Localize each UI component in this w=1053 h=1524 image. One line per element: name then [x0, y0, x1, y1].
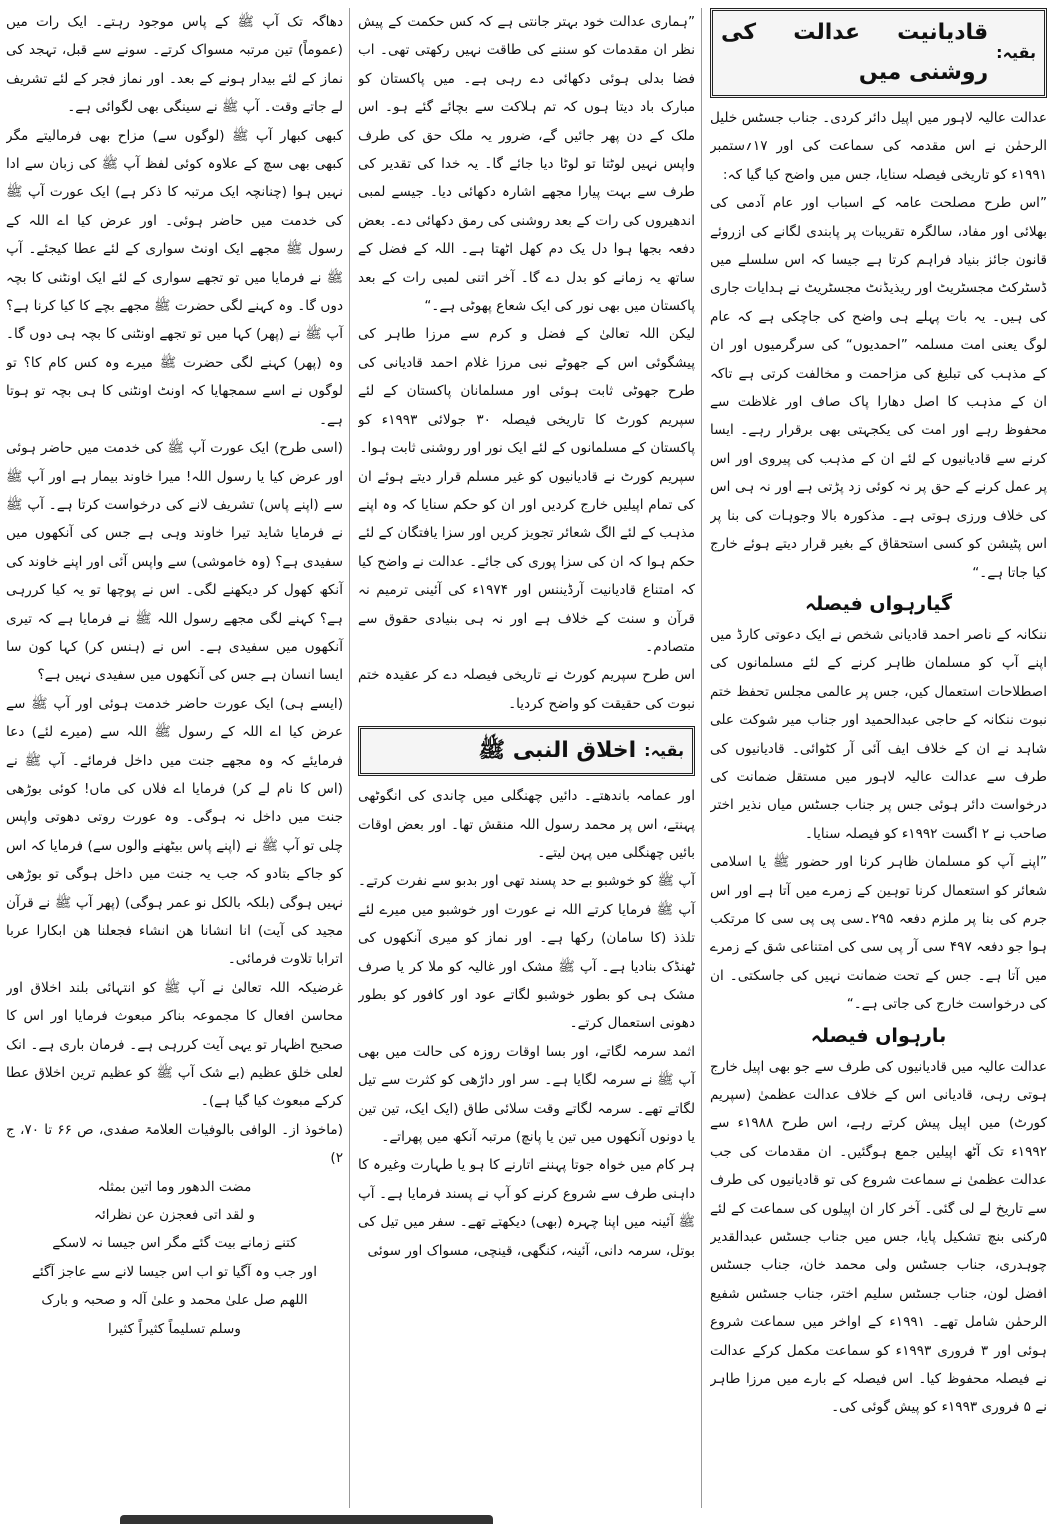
column-left	[6, 8, 350, 1508]
header-prefix: بقیہ:	[996, 43, 1036, 62]
arabic-verse-line: و لقد اتی فعجزن عن نظرائہ	[94, 1207, 255, 1224]
section-heading-twelfth: بارہواں فیصلہ	[810, 1024, 947, 1047]
paragraph: آپ ﷺ کو خوشبو بے حد پسند تھی اور بدبو سے نفرت کرتے۔ آپ ﷺ فرمایا کرتے اللہ نے عورت اور خوشبو میں میرے لئے تلذذ (کا سامان) رکھا ہے۔ اور نماز کو میری آنکھوں کی ٹھنڈک بنادیا ہے۔ آپ ﷺ مشک اور غالیہ کو ملا کر یا صرف مشک ہی کو بطور خوشبو لگاتے عود اور کافور کو بطور دھونی استعمال کرتے۔	[358, 873, 695, 1032]
paragraph: ہر کام میں خواہ جوتا پہننے اتارنے کا ہو یا طہارت وغیرہ کا داہنی طرف سے شروع کرنے کو آپ نے پسند فرمایا ہے۔ آپ ﷺ آئینہ میں اپنا چہرہ (بھی) دیکھتے تھے۔ سفر میں تیل کی بوتل، سرمہ دانی، آئینہ، کنگھی، قینچی، مسواک اور سوئی	[358, 1157, 695, 1259]
paragraph: عدالت عالیہ میں قادیانیوں کی طرف سے جو بھی اپیل خارج ہوتی رہی، قادیانی اس کے خلاف عدالت عظمیٰ (سپریم کورٹ) میں اپیل پیش کرتے رہے، اس طرح ۱۹۸۸ء سے ۱۹۹۲ء تک آٹھ اپیلیں جمع ہوگئیں۔ ان مقدمات کی جب عدالت عظمیٰ نے سماعت شروع کی تو قادیانیوں کی طرف سے تاریخ لے لی گئی۔ آخر کار ان اپیلوں کی سماعت کے لئے ۵رکنی بنچ تشکیل پایا، جس میں جناب جسٹس عبدالقدیر چوہدری، جناب جسٹس ولی محمد خان، جناب جسٹس افضل لون، جناب جسٹس سلیم اختر، جناب جسٹس شفیع الرحمٰن شامل تھے۔ ۱۹۹۱ء کے اواخر میں سماعت شروع ہوئی اور ۳ فروری ۱۹۹۳ء کو سماعت مکمل کرکے عدالت نے فیصلہ محفوظ کیا۔ اس فیصلہ کے بارے میں مرزا طاہر نے ۵ فروری ۱۹۹۳ء کو پیش گوئی کی۔	[710, 1058, 1047, 1416]
paragraph: (ایسے ہی) ایک عورت حاضر خدمت ہوئی اور آپ ﷺ سے عرض کیا اے اللہ کے رسول ﷺ اللہ سے (میرے لئے) دعا فرمایئے کہ وہ مجھے جنت میں داخل فرمائے۔ آپ ﷺ نے (اس کا نام لے کر) فرمایا اے فلاں کی ماں! کوئی بوڑھی جنت میں داخل نہ ہوگی۔ وہ عورت روتی دھوتی واپس چلی تو آپ ﷺ نے (اپنے پاس بیٹھنے والوں سے) فرمایا کہ اس کو جاکے بتادو کہ جب یہ جنت میں داخل ہوگی تو بوڑھی نہیں ہوگی (بلکہ بالکل نو عمر ہوگی) (پھر آپ ﷺ نے قرآن مجید کی آیت) انا انشانا ھن انشاء فجعلنا ھن ابکارا عربا اترابا تلاوت فرمائی۔	[6, 695, 343, 968]
paragraph: دھاگہ تک آپ ﷺ کے پاس موجود رہتے۔ ایک رات میں (عموماً) تین مرتبہ مسواک کرتے۔ سونے سے قبل، تہجد کی نماز کے لئے بیدار ہونے کے بعد۔ اور نماز فجر کے لئے تشریف لے جاتے وقت۔ آپ ﷺ نے سینگی بھی لگوائی ہے۔	[6, 14, 343, 116]
paragraph: ننکانہ کے ناصر احمد قادیانی شخص نے ایک دعوتی کارڈ میں اپنے آپ کو مسلمان ظاہر کرنے کے لئے مسلمانوں کی اصطلاحات استعمال کیں، جس پر عالمی مجلس تحفظ ختم نبوت ننکانہ کے حاجی عبدالحمید اور جناب میر شوکت علی شاہد نے ان کے خلاف ایف آئی آر کٹوائی۔ قادیانیوں کی طرف سے عدالت عالیہ لاہور میں مستقل ضمانت کی درخواست دائر ہوئی جس پر جناب جسٹس میاں نذیر اختر صاحب نے ۲ اگست ۱۹۹۲ء کو فیصلہ سنایا۔	[710, 626, 1047, 842]
paragraph: اس طرح سپریم کورٹ نے تاریخی فیصلہ دے کر عقیدہ ختم نبوت کی حقیقت کو واضح کردیا۔	[358, 667, 695, 712]
article-header-qadianiat	[710, 8, 1047, 98]
urdu-verse-line: اور جب وہ آگیا تو اب اس جیسا لانے سے عاجز آگئے	[31, 1263, 318, 1280]
header-prefix: بقیہ:	[644, 741, 684, 761]
quote-paragraph: ”اپنے آپ کو مسلمان ظاہر کرنا اور حضور ﷺ یا اسلامی شعائر کو استعمال کرنا توہین کے زمرے میں آتا ہے اور اس جرم کی بنا پر ملزم دفعہ ۲۹۵۔سی پی پی سی کا مرتکب ہوا جو دفعہ ۴۹۷ سی آر پی سی کی امتناعی شق کے زمرے میں آتا ہے۔ جس کے تحت ضمانت نہیں کی جاسکتی۔ ان کی درخواست خارج کی جاتی ہے۔“	[710, 854, 1047, 1013]
paragraph: اثمد سرمہ لگاتے، اور بسا اوقات روزہ کی حالت میں بھی آپ ﷺ نے سرمہ لگایا ہے۔ سر اور داڑھی کو کثرت سے تیل لگاتے تھے۔ سرمہ لگاتے وقت سلائی طاق (ایک ایک، تین تین یا دونوں آنکھوں میں تین یا پانچ) مرتبہ آنکھ میں پھراتے۔	[358, 1043, 695, 1146]
article-header-akhlaq	[358, 726, 695, 776]
header-title: اخلاق النبی ﷺ	[478, 738, 637, 764]
arabic-verse-line: مضت الدھور وما اتین بمثلہ	[97, 1178, 252, 1195]
paragraph: کبھی کبھار آپ ﷺ (لوگوں سے) مزاح بھی فرمالیتے مگر کبھی بھی سچ کے علاوہ کوئی لفظ آپ ﷺ کی زبان سے ادا نہیں ہوا (چنانچہ ایک مرتبہ کا ذکر ہے) ایک عورت آپ ﷺ کی خدمت میں حاضر ہوئی۔ اور عرض کیا اے اللہ کے رسول ﷺ مجھے ایک اونٹ سواری کے لئے عطا کیجئے۔ آپ ﷺ نے فرمایا میں تو تجھے سواری کے لئے ایک اونٹنی کا بچہ دوں گا۔ وہ کہنے لگی حضرت ﷺ مجھے بچے کا کیا کرنا ہے؟ آپ ﷺ نے (پھر) کہا میں تو تجھے اونٹنی کا بچہ ہی دوں گا۔ وہ (پھر) کہنے لگی حضرت ﷺ میرے وہ کس کام کا؟ تو لوگوں نے اسے سمجھایا کہ اونٹ اونٹنی کا ہی بچہ تو ہوتا ہے۔	[6, 127, 343, 428]
section-heading-eleventh: گیارہواں فیصلہ	[804, 592, 953, 615]
durood-line: وسلم تسلیماً کثیراً کثیرا	[108, 1320, 241, 1337]
urdu-verse-line: کتنے زمانے بیت گئے مگر اس جیسا نہ لاسکے	[52, 1235, 297, 1252]
source-citation: (ماخوذ از۔ الوافی بالوفیات العلامۃ صفدی، ص ۶۶ تا ۷۰، ج ۲)	[6, 1121, 344, 1167]
column-right	[710, 8, 1047, 1508]
paragraph: عدالت عالیہ لاہور میں اپیل دائر کردی۔ جناب جسٹس خلیل الرحمٰن نے اس مقدمہ کی سماعت کی اور ۱۷؍ستمبر ۱۹۹۱ء کو تاریخی فیصلہ سنایا، جس میں واضح کیا گیا کہ:	[710, 110, 1047, 183]
header-title: قادیانیت عدالت کی روشنی میں	[721, 20, 989, 85]
paragraph: (اسی طرح) ایک عورت آپ ﷺ کی خدمت میں حاضر ہوئی اور عرض کیا یا رسول اللہ! میرا خاوند بیمار ہے اور آپ ﷺ سے (اپنے پاس) تشریف لانے کی درخواست کرتا ہے۔ آپ ﷺ نے فرمایا شاید تیرا خاوند وہی ہے جس کی آنکھوں میں سفیدی ہے؟ (وہ خاموشی) سے واپس آئی اور اپنے خاوند کی آنکھ کھول کر دیکھنے لگی۔ اس نے پوچھا تو یہ کیا کررہی ہے؟ کہنے لگی مجھے رسول اللہ ﷺ نے فرمایا ہے کہ تیری آنکھوں میں سفیدی ہے۔ اس نے (ہنس کر) کہا کون سا ایسا انسان ہے جس کی آنکھوں میں سفیدی نہیں ہے؟	[6, 440, 343, 684]
paragraph: لیکن اللہ تعالیٰ کے فضل و کرم سے مرزا طاہر کی پیشگوئی اس کے جھوٹے نبی مرزا غلام احمد قادیانی کی طرح جھوٹی ثابت ہوئی اور مسلمانان پاکستان کے لئے سپریم کورٹ کا تاریخی فیصلہ ۳۰ جولائی ۱۹۹۳ء کو پاکستان کے مسلمانوں کے لئے ایک نور اور روشنی ثابت ہوا۔	[358, 326, 695, 457]
paragraph: اور عمامہ باندھتے۔ دائیں چھنگلی میں چاندی کی انگوٹھی پہنتے، اس پر محمد رسول اللہ منقش تھا۔ اور بعض اوقات بائیں چھنگلی میں پہن لیتے۔	[358, 788, 695, 861]
bottom-decorative-rule	[120, 1515, 493, 1524]
durood-line: اللھم صل علیٰ محمد و علیٰ آلہ و صحبہ و بارک	[41, 1292, 308, 1309]
column-middle	[358, 8, 702, 1508]
quote-paragraph: ”ہماری عدالت خود بہتر جانتی ہے کہ کس حکمت کے پیش نظر ان مقدمات کو سننے کی طاقت نہیں رکھتی تھی۔ اب فضا بدلی ہوئی دکھائی دے رہی ہے۔ میں پاکستان کو مبارک باد دیتا ہوں کہ تم ہلاکت سے بچائے گئے ہو۔ اس ملک کے دن پھر جائیں گے، ضرور یہ ملک حق کی طرف واپس نہیں لوٹتا تو لوٹا دیا جائے گا۔ یہ خدا کی تقدیر کی طرف سے بہت پیارا مجھے اشارہ دکھائی دیا۔ جیسے لمبی اندھیروں کی رات کے بعد روشنی کی رمق دکھائی دے۔ بعض دفعہ بجھا ہوا دل یک دم کھل اٹھتا ہے۔ اللہ کے فضل کے ساتھ یہ زمانے کو بدل دے گا۔ آخر اتنی لمبی رات کے بعد پاکستان میں بھی نور کی ایک شعاع پھوٹی ہے۔“	[358, 14, 695, 315]
paragraph: غرضیکہ اللہ تعالیٰ نے آپ ﷺ کو انتہائی بلند اخلاق اور محاسن افعال کا مجموعہ بناکر مبعوث فرمایا اور اس کا صحیح اظہار تو یہی آیت کررہی ہے۔ فرمان باری ہے۔ انک لعلی خلق عظیم (بے شک آپ ﷺ کو عظیم ترین اخلاق عطا کرکے مبعوث کیا گیا ہے)۔	[6, 979, 343, 1110]
quote-paragraph: ”اس طرح مصلحت عامہ کے اسباب اور عام آدمی کی بھلائی اور مفاد، سالگرہ تقریبات پر پابندی لگانے کی ازروئے قانون جائز بنیاد فراہم کرتا ہے جیسا کہ اس سلسلے میں ڈسٹرکٹ مجسٹریٹ اور ریذیڈنٹ مجسٹریٹ نے ہدایات جاری کی ہیں۔ یہ بات پہلے ہی واضح کی جاچکی ہے کہ عام لوگ یعنی امت مسلمہ ”احمدیوں“ کی سرگرمیوں اور ان کے مذہب کی تبلیغ کی مزاحمت و مخالفت کرتی ہے تاکہ ان کے مذہب کا اصل دھارا پاک صاف اور غلاظت سے محفوظ رہے اور امت کی یکجہتی بھی برقرار رہے۔ ایسا کرنے سے قادیانیوں کے لئے ان کے مذہب کی پیروی اور اس پر عمل کرنے کے حق پر نہ کوئی زد پڑتی ہے اور نہ ہی اس کی خلاف ورزی ہوتی ہے۔ مذکورہ بالا وجوہات کی بنا پر اس پٹیشن کو کسی استحقاق کے بغیر قرار دیتے ہوئے خارج کیا جاتا ہے۔“	[710, 195, 1047, 581]
article-columns	[6, 8, 1047, 1508]
paragraph: سپریم کورٹ نے قادیانیوں کو غیر مسلم قرار دیتے ہوئے ان کی تمام اپیلیں خارج کردیں اور ان کو حکم سنایا کہ وہ اپنے مذہب کے لئے الگ شعائر تجویز کریں اور سزا یافتگان کے لئے حکم ہوا کہ ان کی سزا پوری کی جائے۔ عدالت نے واضح کیا کہ امتناع قادیانیت آرڈیننس اور ۱۹۷۴ء کی آئینی ترمیم نہ قرآن و سنت کے خلاف ہے اور نہ ہی بنیادی حقوق سے متصادم۔	[358, 468, 695, 655]
